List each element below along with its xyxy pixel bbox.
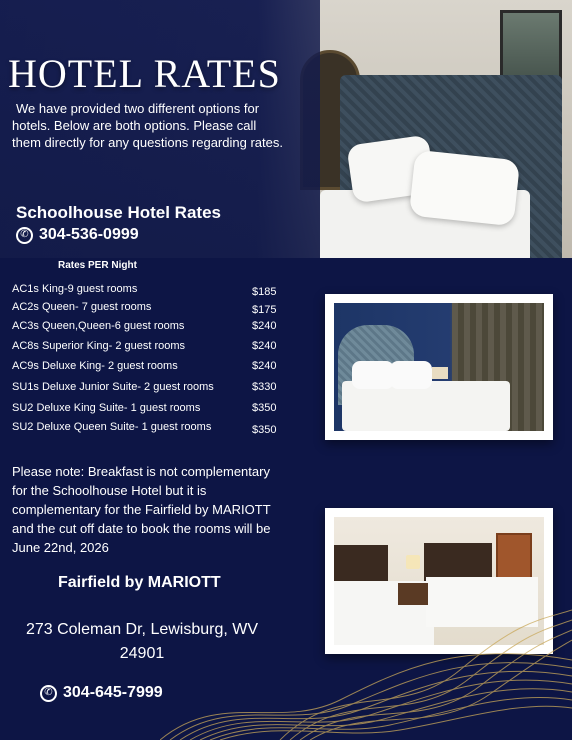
fairfield-phone[interactable] (40, 684, 163, 702)
hero-pillow (409, 150, 520, 227)
rate-price: $240 (252, 360, 277, 372)
schoolhouse-phone[interactable] (16, 226, 139, 244)
rate-price: $185 (252, 286, 277, 298)
fairfield-phone-number: 304-645-7999 (63, 684, 163, 701)
rate-row (12, 283, 276, 297)
rate-room: SU1s Deluxe Junior Suite- 2 guest rooms (12, 381, 214, 393)
rate-row (12, 301, 276, 315)
rate-row (12, 320, 276, 334)
schoolhouse-room-photo (325, 294, 553, 440)
intro-line-1: We have provided two different options for (16, 101, 260, 116)
rate-price: $240 (252, 340, 277, 352)
fairfield-heading: Fairfield by MARIOTT (58, 574, 221, 591)
rate-price: $350 (252, 424, 277, 436)
rate-room: AC8s Superior King- 2 guest rooms (12, 340, 186, 352)
rate-row (12, 421, 276, 435)
fairfield-address: 273 Coleman Dr, Lewisburg, WV 24901 (25, 621, 259, 662)
breakfast-note: Please note: Breakfast is not complementary for the Schoolhouse Hotel but it is complementary for the Fairfield by MARIOTT and the cut off date to book the rooms will be June 22nd, 2026 (12, 464, 271, 555)
rate-row (12, 381, 276, 395)
rate-row (12, 340, 276, 354)
rate-row (12, 360, 276, 374)
rate-room: AC1s King-9 guest rooms (12, 283, 138, 295)
rate-price: $240 (252, 320, 277, 332)
rate-price: $350 (252, 402, 277, 414)
intro-rest: hotels. Below are both options. Please call them directly for any questions regarding rates. (12, 118, 283, 150)
rate-room: AC2s Queen- 7 guest rooms (12, 301, 152, 313)
photo-image (334, 303, 544, 431)
rate-room: AC3s Queen,Queen-6 guest rooms (12, 320, 185, 332)
phone-icon: ✆ (40, 685, 57, 702)
schoolhouse-phone-number: 304-536-0999 (39, 226, 139, 243)
rate-price: $175 (252, 304, 277, 316)
photo-pillow (390, 361, 432, 389)
schoolhouse-heading: Schoolhouse Hotel Rates (16, 203, 221, 222)
rate-room: AC9s Deluxe King- 2 guest rooms (12, 360, 178, 372)
page-title: HOTEL RATES (8, 51, 281, 96)
rate-room: SU2 Deluxe Queen Suite- 1 guest rooms (12, 421, 212, 433)
photo-lamp (432, 367, 448, 379)
intro-text (12, 100, 287, 151)
photo-pillow (352, 361, 394, 389)
rate-row (12, 402, 276, 416)
rate-room: SU2 Deluxe King Suite- 1 guest rooms (12, 402, 201, 414)
photo-lamp (406, 555, 420, 569)
decorative-waves (160, 580, 572, 740)
phone-icon: ✆ (16, 227, 33, 244)
rate-price: $330 (252, 381, 277, 393)
rates-header: Rates PER Night (58, 260, 137, 271)
